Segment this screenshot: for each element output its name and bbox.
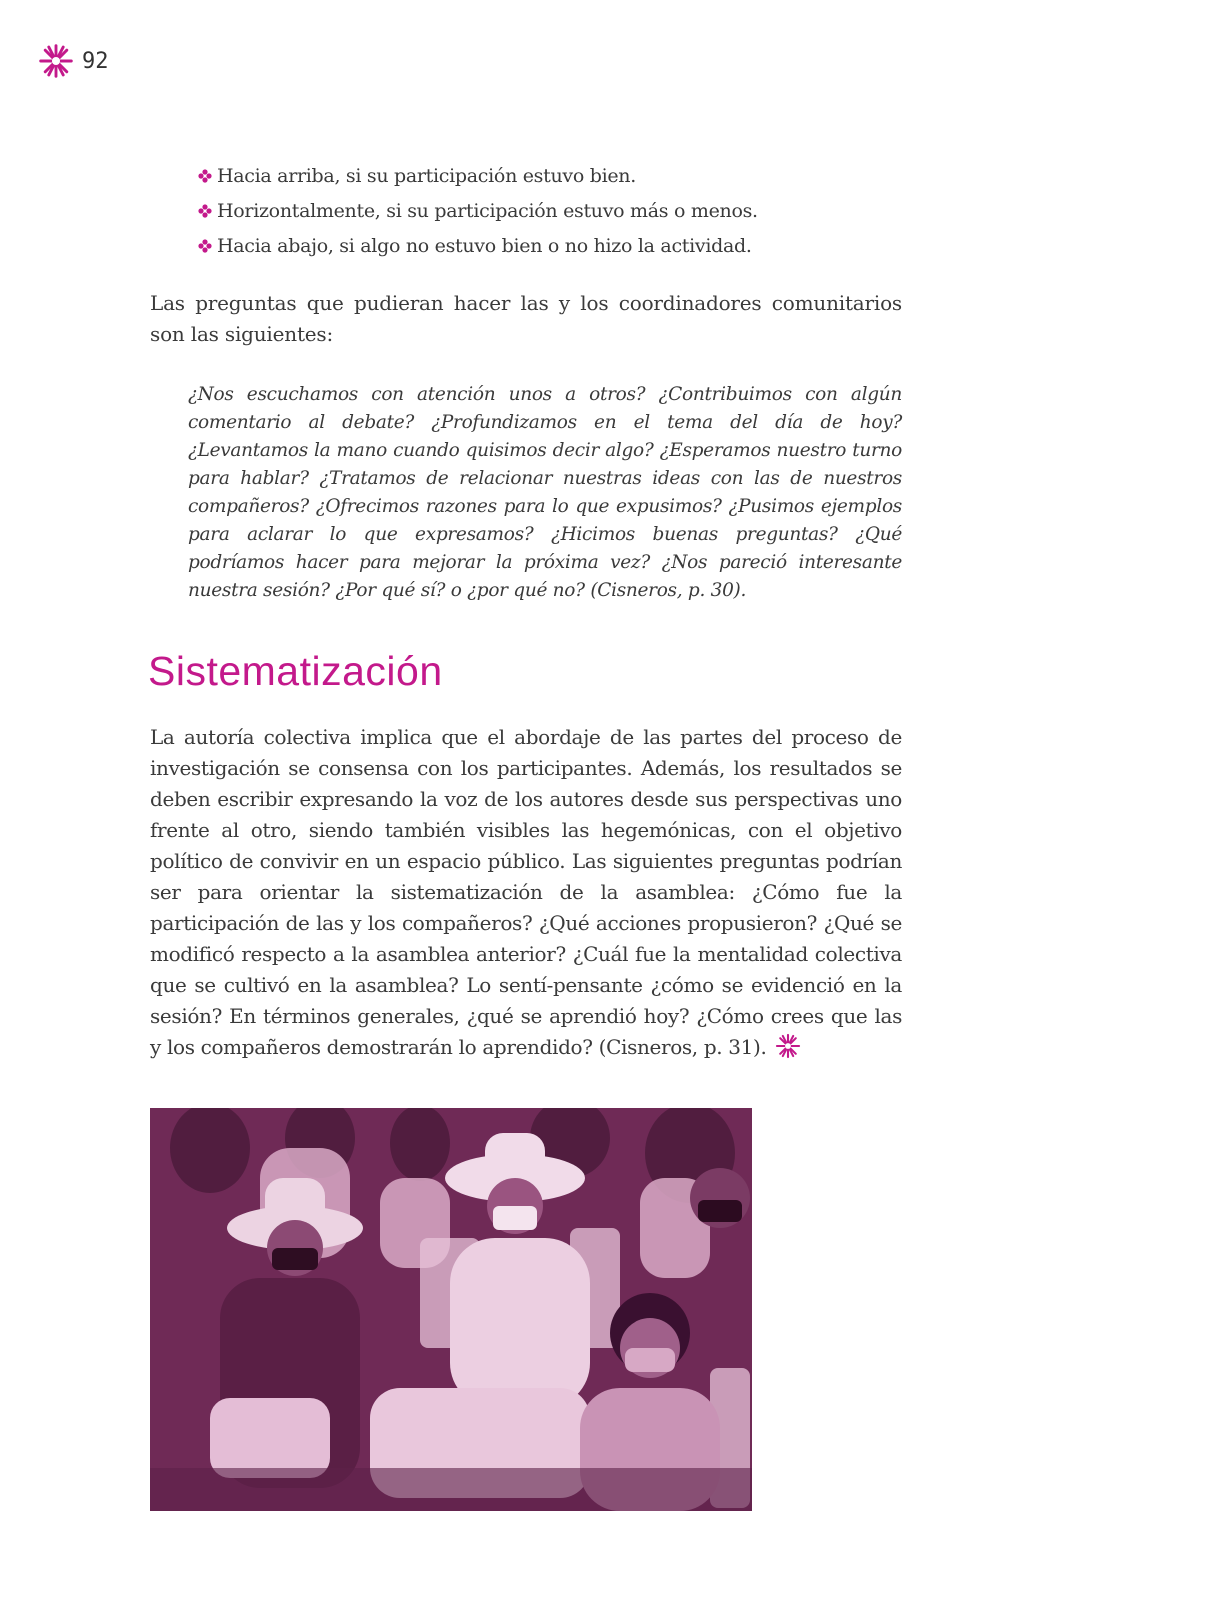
list-item-text: Hacia abajo, si algo no estuvo bien o no hizo la actividad.: [217, 234, 752, 257]
list-item: [195, 228, 915, 263]
list-item: [195, 193, 915, 228]
page-number: 92: [82, 48, 109, 74]
page-header: [38, 44, 109, 78]
list-item-text: Hacia arriba, si su participación estuvo bien.: [217, 164, 636, 187]
section-body-text: La autoría colectiva implica que el abordaje de las partes del proceso de investigación se consensa con los participantes. Además, los resultados se deben escribir expresando la voz de los autores desde sus perspectivas uno frente al otro, siendo también visibles las hegemónicas, con el objetivo político de convivir en un espacio público. Las siguientes preguntas podrían ser para orientar la sistematización de la asamblea: ¿Cómo fue la participación de las y los compañeros? ¿Qué acciones propusieron? ¿Qué se modificó respecto a la asamblea anterior? ¿Cuál fue la mentalidad colectiva que se cultivó en la asamblea? Lo sentí-pensante ¿cómo se evidenció en la sesión? En términos generales, ¿qué se aprendió hoy? ¿Cómo crees que las y los compañeros demostrarán lo aprendido? (Cisneros, p. 31).: [150, 725, 902, 1059]
list-item: [195, 158, 915, 193]
list-item-text: Horizontalmente, si su participación estuvo más o menos.: [217, 199, 758, 222]
asterisk-flower-icon: [38, 43, 74, 79]
assembly-photo: [150, 1108, 752, 1511]
intro-paragraph: Las preguntas que pudieran hacer las y los coordinadores comunitarios son las siguientes:: [150, 291, 902, 346]
bullet-list: [195, 158, 915, 263]
section-title: Sistematización: [148, 648, 443, 694]
bullet-flower-icon: [195, 166, 215, 186]
bullet-flower-icon: [195, 236, 215, 256]
end-asterisk-icon: [775, 1033, 801, 1059]
section-body: [150, 722, 902, 1063]
photo-illustration: [150, 1108, 752, 1511]
bullet-flower-icon: [195, 201, 215, 221]
block-quote: ¿Nos escuchamos con atención unos a otros? ¿Contribuimos con algún comentario al debate? ¿Profundizamos en el tema del día de hoy? ¿Levantamos la mano cuando quisimos decir algo? ¿Esperamos nuestro turno para hablar? ¿Tratamos de relacionar nuestras ideas con las de nuestros compañeros? ¿Ofrecimos razones para lo que expusimos? ¿Pusimos ejemplos para aclarar lo que expresamos? ¿Hicimos buenas preguntas? ¿Qué podríamos hacer para mejorar la próxima vez? ¿Nos pareció interesante nuestra sesión? ¿Por qué sí? o ¿por qué no? (Cisneros, p. 30).: [188, 384, 902, 601]
